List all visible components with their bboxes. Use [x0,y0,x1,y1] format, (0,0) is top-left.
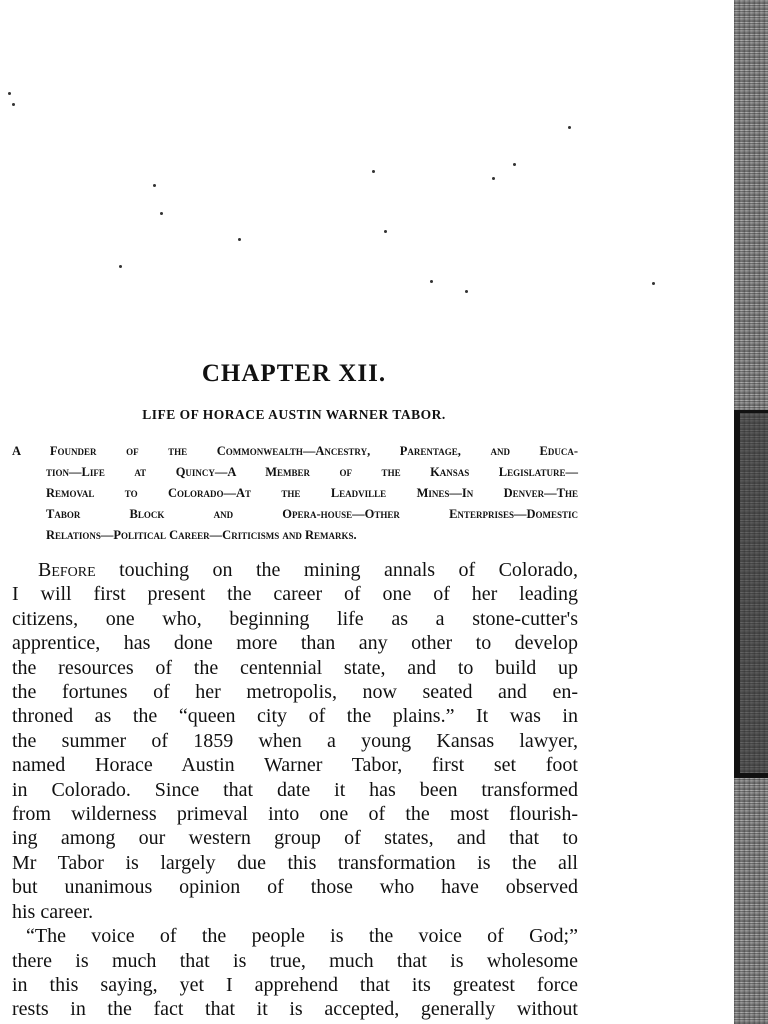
paragraph-line [12,558,578,582]
scan-speck [238,238,241,241]
paragraph-line: his career. [12,900,94,923]
scan-speck [568,126,571,129]
scan-speck [492,177,495,180]
scan-speck [153,184,156,187]
scan-speck [8,92,11,95]
paragraph-line: named Horace Austin Warner Tabor, first set foot [12,754,578,777]
paragraph-line: “The voice of the people is the voice of God;” [26,925,578,948]
paragraph-lead-word: Before [38,559,96,581]
paragraph-line: the fortunes of her metropolis, now seated and en- [12,681,578,704]
paragraph-line: throned as the “queen city of the plains.” It was in [12,705,578,728]
paragraph-line: ing among our western group of states, and that to [12,827,578,850]
paragraph-line: in this saying, yet I apprehend that its greatest force [12,973,578,996]
paragraph-line: citizens, one who, beginning life as a stone-cutter's [12,607,578,630]
synopsis-line: Removal to Colorado—At the Leadville Mines—In Denver—The [46,486,578,500]
scan-speck [652,282,655,285]
paragraph-line: but unanimous opinion of those who have observed [12,876,578,899]
synopsis-line: Relations—Political Career—Criticisms and Remarks. [46,528,357,542]
paragraph-line: there is much that is true, much that is wholesome [12,949,578,972]
paragraph-line: apprentice, has done more than any other to develop [12,632,578,655]
paragraph-line: from wilderness primeval into one of the most flourish- [12,803,578,826]
scan-speck [430,280,433,283]
gutter-shadow-bar [734,410,768,778]
synopsis-line: Tabor Block and Opera-house—Other Enterprises—Domestic [46,507,578,521]
synopsis-line: tion—Life at Quincy—A Member of the Kansas Legislature— [46,465,578,479]
paragraph-line: Mr Tabor is largely due this transformation is the all [12,851,578,874]
scan-speck [513,163,516,166]
paragraph-line: I will first present the career of one of her leading [12,583,578,606]
scan-speck [372,170,375,173]
paragraph-line: in Colorado. Since that date it has been transformed [12,778,578,801]
paragraph-line: rests in the fact that it is accepted, generally without [12,998,578,1021]
paragraph-line: the resources of the centennial state, and to build up [12,656,578,679]
scan-speck [465,290,468,293]
chapter-title: CHAPTER XII. [201,360,387,387]
chapter-synopsis [12,441,578,546]
paragraph-line: the summer of 1859 when a young Kansas lawyer, [12,729,578,752]
chapter-subtitle: LIFE OF HORACE AUSTIN WARNER TABOR. [142,407,446,422]
scan-speck [12,103,15,106]
synopsis-line: A Founder of the Commonwealth—Ancestry, Parentage, and Educa- [12,444,578,458]
scan-speck [160,212,163,215]
chapter-body [12,558,578,1022]
scan-speck [119,265,122,268]
scan-speck [384,230,387,233]
paragraph-line-text: touching on the mining annals of Colorado, [95,559,578,581]
